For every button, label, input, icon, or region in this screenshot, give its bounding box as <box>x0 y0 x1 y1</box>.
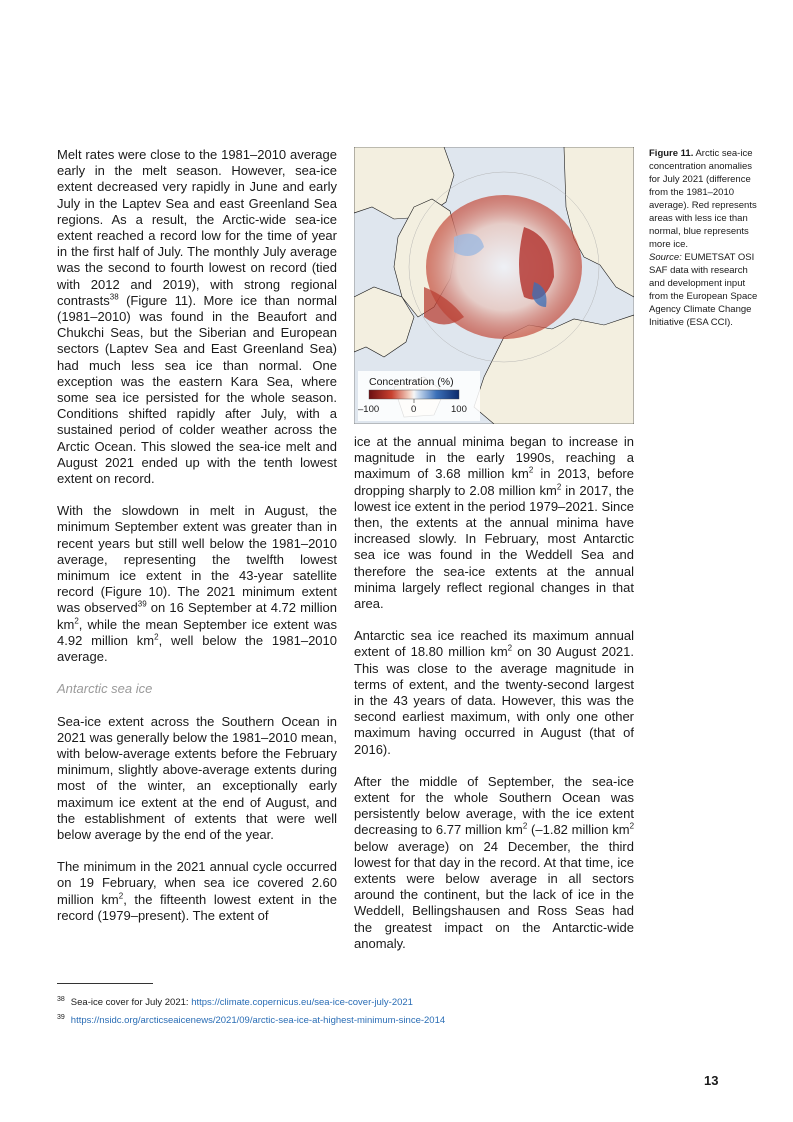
page-number: 13 <box>704 1073 719 1088</box>
paragraph: Antarctic sea ice reached its maximum annual extent of 18.80 million $km^2$ on 30 August 2021. This was close to the average magnitude in terms of extent, and the twenty-second largest in the 43 years of data. However, this was the second earliest maximum, with only one other maximum having occurred in August (that of 2016). <box>354 628 635 757</box>
arctic-anomaly-map <box>354 147 634 424</box>
paragraph: The minimum in the 2021 annual cycle occurred on 19 February, when sea ice covered 2.60 million $km^2$, the fifteenth lowest extent in the record (1979–present). The extent of <box>57 859 337 923</box>
paragraph: With the slowdown in melt in August, the minimum September extent was greater than in recent years but still well below the 1981–2010 average, representing the twelfth lowest minimum ice extent in the 43-year satellite record (Figure 10). The 2021 minimum extent was observed$^{39}$ on 16 September at 4.72 million $km^2$, while the mean September ice extent was 4.92 million $km^2$, well below the 1981–2010 average. <box>57 503 337 665</box>
right-column <box>354 434 634 952</box>
map-svg <box>354 147 634 424</box>
footnote-ref[interactable]: 39 <box>137 600 147 610</box>
footnote-link[interactable]: https://climate.copernicus.eu/sea-ice-cover-july-2021 <box>191 997 413 1009</box>
footnote-link[interactable]: https://nsidc.org/arcticseaicenews/2021/09/arctic-sea-ice-at-highest-minimum-since-2014 <box>70 1015 446 1027</box>
section-subheading: Antarctic sea ice <box>57 681 153 697</box>
footnote-38: $^{38}$ Sea-ice cover for July 2021: https://climate.copernicus.eu/sea-ice-cover-july-2021 <box>57 996 413 1009</box>
paragraph: ice at the annual minima began to increase in magnitude in the early 1990s, reaching a maximum of 3.68 million $km^2$ in 2013, before dropping sharply to 2.08 million $km^2$ in 2017, the lowest ice extent in the period 1979–2021. Since then, the extents at the annual minima have increased slowly. In February, most Antarctic sea ice was found in the Weddell Sea and therefore the sea-ice extents at the annual minima largely reflect regional changes in that area. <box>354 434 634 612</box>
source-label: Source: <box>649 252 682 263</box>
footnote-divider <box>57 983 153 984</box>
footnote-39: $^{39}$ https://nsidc.org/arcticseaicenews/2021/09/arctic-sea-ice-at-highest-minimum-since-2014 <box>57 1014 446 1027</box>
figure-caption: Figure 11. Arctic sea-ice concentration anomalies for July 2021 (difference from the 1981–2010 average). Red represents areas with less ice than normal, blue represents more ice. Source: EUMETSAT OSI SAF data with research and development input from the European Space Agency Climate Change Initiative (ESA CCI). <box>649 148 758 328</box>
paragraph: Sea-ice extent across the Southern Ocean in 2021 was generally below the 1981–2010 mean, with below-average extents before the February minimum, slightly above-average extents during most of the winter, an exceptionally early maximum ice extent at the end of August, and the establishment of extents that were well below average by the end of the year. <box>57 713 337 842</box>
left-column <box>57 147 337 924</box>
legend-tick-max: 100 <box>451 404 467 415</box>
figure-label: Figure 11. <box>649 148 694 159</box>
colorbar <box>369 390 459 399</box>
legend-title: Concentration (%) <box>369 376 454 388</box>
legend-tick-min: –100 <box>358 404 380 415</box>
paragraph: Melt rates were close to the 1981–2010 average early in the melt season. However, sea-ice extent decreased very rapidly in June and early July in the Laptev Sea and east Greenland Sea regions. As a result, the Arctic-wide sea-ice extent reached a record low for the time of year in the first half of July. The monthly July average was the second to fourth lowest on record (tied with 2012 and 2019), with strong regional contrasts$^{38}$ (Figure 11). More ice than normal (1981–2010) was found in the Beaufort and Chukchi Seas, but the Siberian and European sectors (Laptev Sea and East Greenland Sea) had much less sea ice than normal. One exception was the eastern Kara Sea, where some sea ice persisted for the whole season. Conditions shifted rapidly after July, with a sustained period of colder weather across the Arctic Ocean. This slowed the sea-ice melt and August 2021 ended up with the tenth lowest extent on record. <box>57 147 337 487</box>
paragraph: After the middle of September, the sea-ice extent for the whole Southern Ocean was persistently below average, with the ice extent decreasing to 6.77 million $km^2$ (–1.82 million $km^2$ below average) on 24 December, the third lowest for that day in the record. At that time, ice extents were below average in all sectors around the continent, but the lack of ice in the Weddell, Bellingshausen and Ross Seas had the greatest impact on the Antarctic-wide anomaly. <box>354 773 635 951</box>
footnote-ref[interactable]: 38 <box>109 292 119 302</box>
legend-tick-mid: 0 <box>411 404 417 415</box>
